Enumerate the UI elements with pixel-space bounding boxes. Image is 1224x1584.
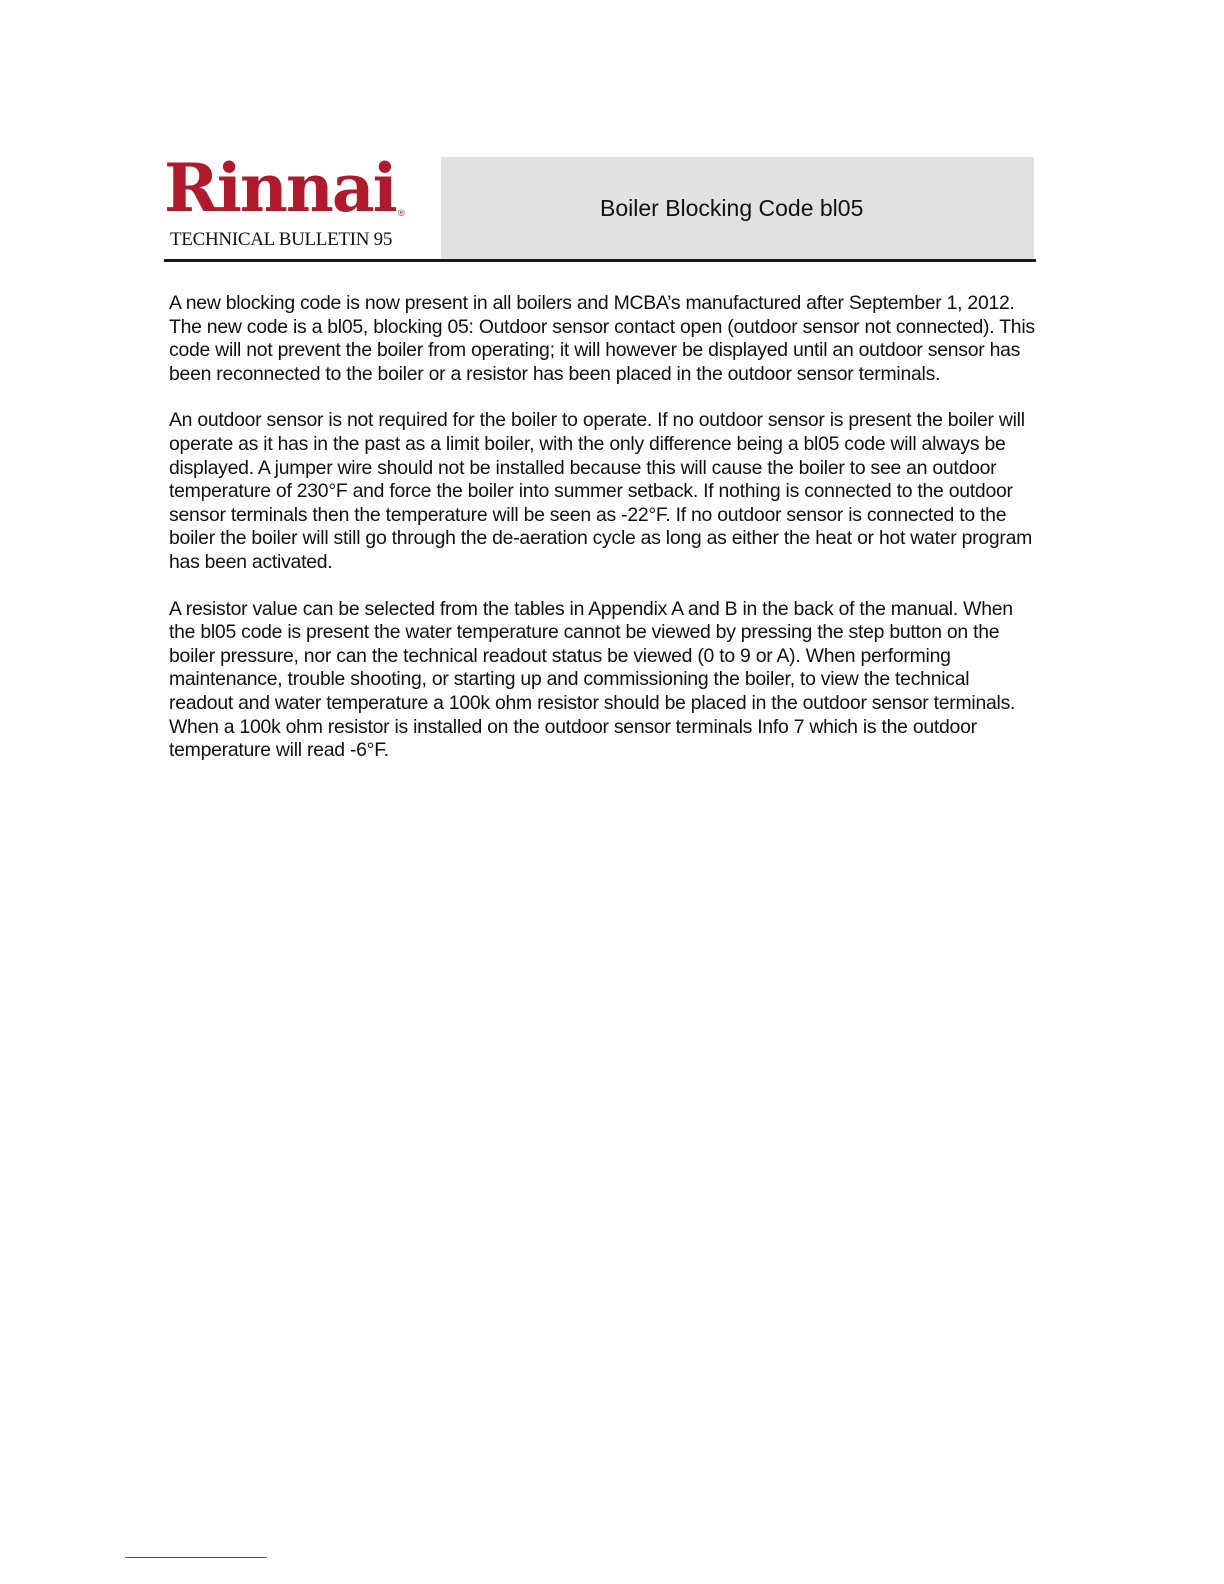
paragraph-intro: A new blocking code is now present in all boilers and MCBA’s manufactured after September 1, 2012. The new code is a bl05, blocking 05: Outdoor sensor contact open (outdoor sensor not connected). This code will not prevent the boiler from operating; it will however be displayed until an outdoor sensor has been reconnected to the boiler or a resistor has been placed in the outdoor sensor terminals. <box>169 292 1035 385</box>
paragraph-resistor-value: A resistor value can be selected from the tables in Appendix A and B in the back of the manual. When the bl05 code is present the water temperature cannot be viewed by pressing the step button on the boiler pressure, nor can the technical readout status be viewed (0 to 9 or A). When performing maintenance, trouble shooting, or starting up and commissioning the boiler, to view the technical readout and water temperature a 100k ohm resistor should be placed in the outdoor sensor terminals. When a 100k ohm resistor is installed on the outdoor sensor terminals Info 7 which is the outdoor temperature will read -6°F. <box>169 597 1016 762</box>
brand-wordmark: Rinnai <box>164 149 396 227</box>
footnote-separator <box>125 1557 267 1558</box>
paragraph-sensor-requirement: An outdoor sensor is not required for the boiler to operate. If no outdoor sensor is present the boiler will operate as it has in the past as a limit boiler, with the only difference being a bl05 code will always be displayed. A jumper wire should not be installed because this will cause the boiler to see an outdoor temperature of 230°F and force the boiler into summer setback. If nothing is connected to the outdoor sensor terminals then the temperature will be seen as -22°F. If no outdoor sensor is connected to the boiler the boiler will still go through the de-aeration cycle as long as either the heat or hot water program has been activated. <box>169 409 1033 573</box>
title-band <box>441 157 1034 259</box>
page-title: Boiler Blocking Code bl05 <box>600 195 864 221</box>
registered-mark: ® <box>398 208 405 218</box>
bulletin-header <box>164 149 1036 262</box>
bulletin-number: TECHNICAL BULLETIN 95 <box>170 229 393 250</box>
bulletin-body <box>169 292 1035 786</box>
brand-logo <box>164 149 440 259</box>
